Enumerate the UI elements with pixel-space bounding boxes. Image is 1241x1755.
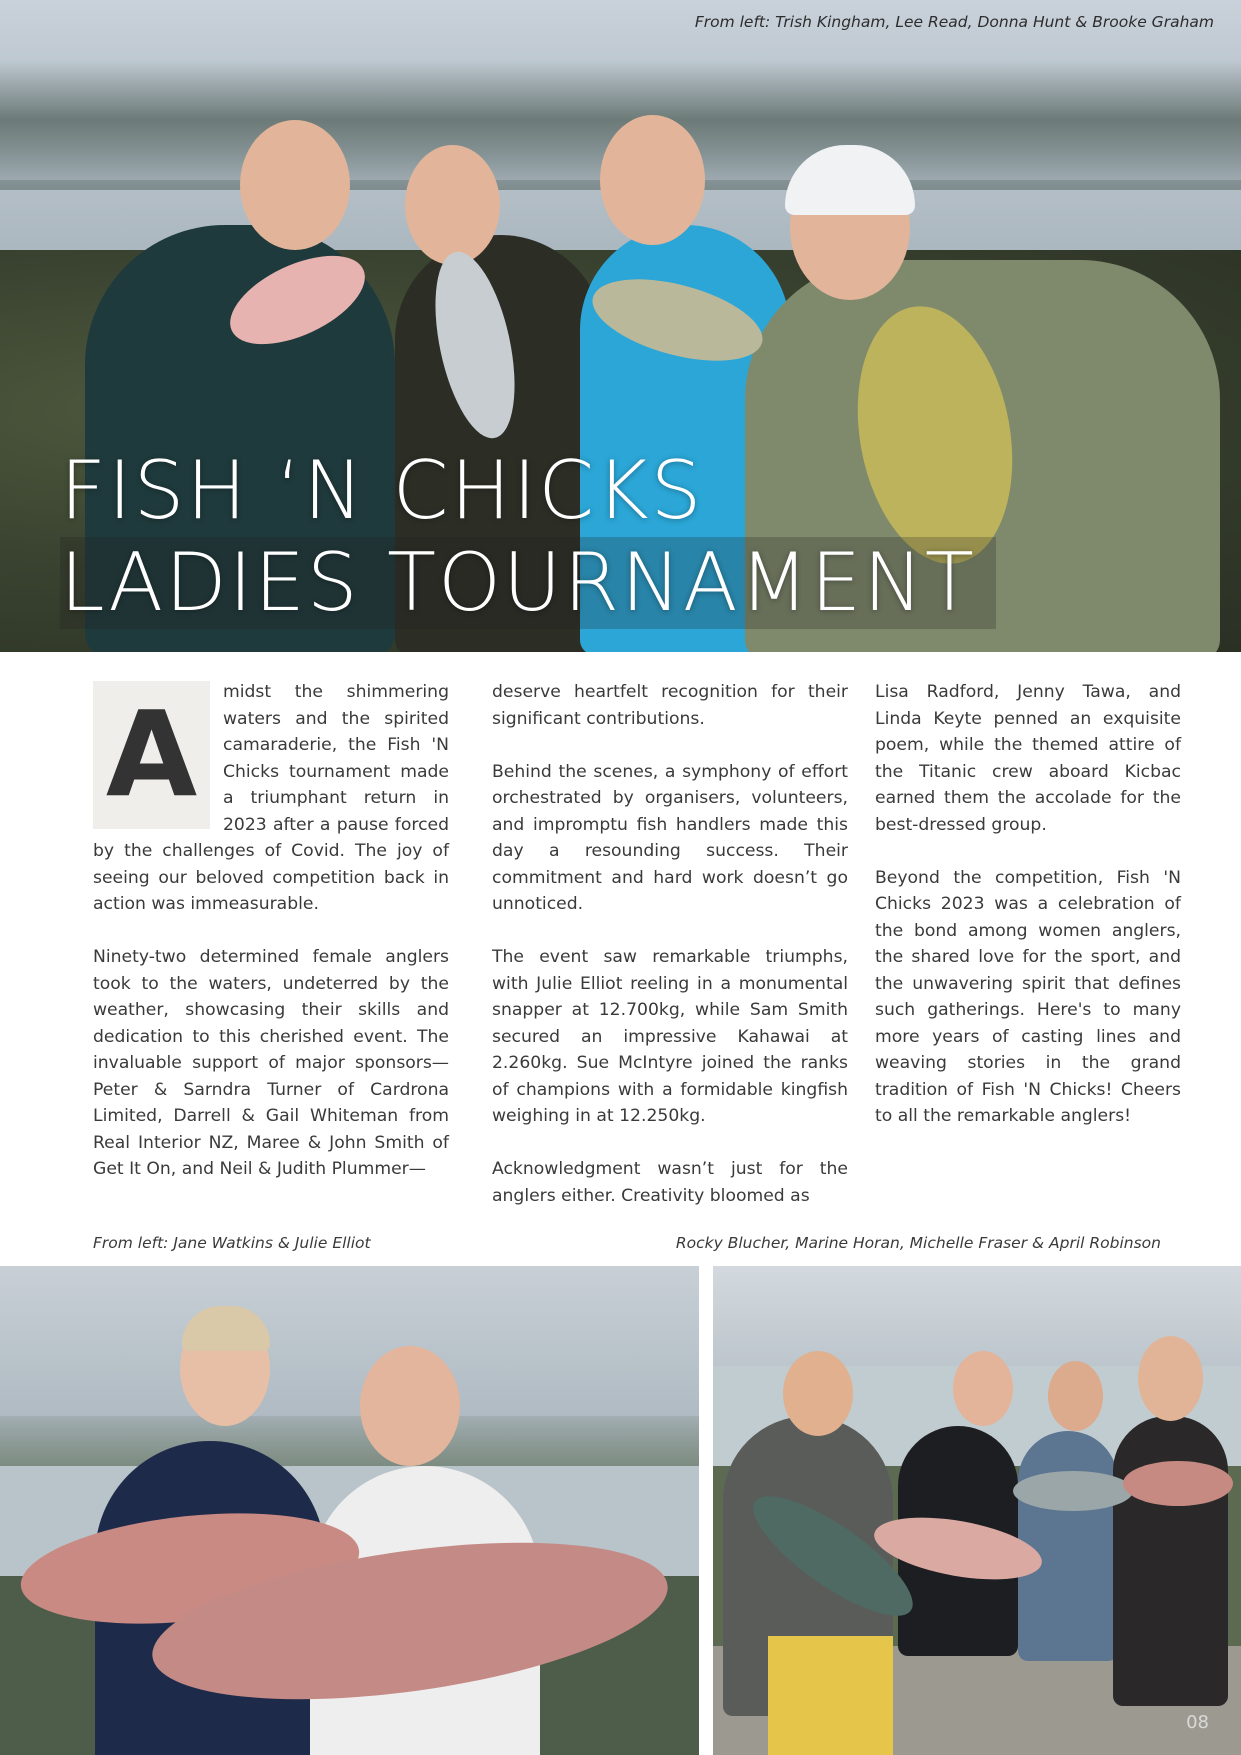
- article-column-3: [875, 679, 1181, 1156]
- paragraph: midst the shimmering waters and the spirited camaraderie, the Fish 'N Chicks tournament made a triumphant return in 2023 after a pause forced by the challenges of Covid. The joy of seeing our beloved competition back in action was immeasurable.: [93, 682, 449, 914]
- paragraph: Acknowledgment wasn’t just for the anglers either. Creativity bloomed as: [492, 1159, 848, 1206]
- title-line-2: LADIES TOURNAMENT: [60, 537, 996, 629]
- paragraph: Lisa Radford, Jenny Tawa, and Linda Keyte penned an exquisite poem, while the themed attire of the Titanic crew aboard Kicbac earned them the accolade for the best-dressed group.: [875, 682, 1181, 835]
- right-photo-person-3: [1018, 1431, 1118, 1661]
- right-photo-person-4-head: [1138, 1336, 1203, 1421]
- right-photo-fish-3: [1013, 1471, 1133, 1511]
- right-photo-person-1-head: [783, 1351, 853, 1436]
- title-line-1: FISH ‘N CHICKS: [60, 444, 704, 537]
- hero-caption: From left: Trish Kingham, Lee Read, Donna Hunt & Brooke Graham: [694, 13, 1214, 31]
- paragraph: Beyond the competition, Fish 'N Chicks 2023 was a celebration of the bond among women anglers, the shared love for the sport, and the unwavering spirit that defines such gatherings. Here's to many more years of casting lines and weaving stories in the grand tradition of Fish 'N Chicks! Cheers to all the remarkable anglers!: [875, 867, 1181, 1126]
- article-column-1: [93, 679, 449, 1209]
- hero-person-2-head: [405, 145, 500, 265]
- hero-photo: [0, 0, 1241, 652]
- paragraph: Behind the scenes, a symphony of effort orchestrated by organisers, volunteers, and impromptu fish handlers made this day a resounding success. Their commitment and hard work doesn’t go unnoticed.: [492, 761, 848, 914]
- article-column-2: [492, 679, 848, 1236]
- right-photo-person-2-head: [953, 1351, 1013, 1426]
- paragraph: Ninety-two determined female anglers took to the waters, undeterred by the weather, showcasing their skills and dedication to this cherished event. The invaluable support of major sponsors—Peter & Sarndra Turner of Cardrona Limited, Darrell & Gail Whiteman from Real Interior NZ, Maree & John Smith of Get It On, and Neil & Judith Plummer—: [93, 947, 449, 1179]
- hero-person-3-head: [600, 115, 705, 245]
- page-title: [60, 445, 996, 629]
- right-photo-fish-4: [1123, 1461, 1233, 1506]
- right-photo-cooler: [768, 1636, 893, 1755]
- page-number: 08: [1186, 1712, 1209, 1733]
- left-photo-caption: From left: Jane Watkins & Julie Elliot: [93, 1234, 371, 1252]
- right-photo: [713, 1266, 1241, 1755]
- right-photo-person-4: [1113, 1416, 1228, 1706]
- left-photo-person-2-head: [360, 1346, 460, 1466]
- paragraph: deserve heartfelt recognition for their significant contributions.: [492, 682, 848, 729]
- right-photo-person-3-head: [1048, 1361, 1103, 1431]
- paragraph: The event saw remarkable triumphs, with Julie Elliot reeling in a monumental snapper at 12.700kg, while Sam Smith secured an impressive Kahawai at 2.260kg. Sue McIntyre joined the ranks of champions with a formidable kingfish weighing in at 12.250kg.: [492, 947, 848, 1126]
- drop-cap-letter: A: [105, 685, 198, 823]
- right-photo-caption: Rocky Blucher, Marine Horan, Michelle Fraser & April Robinson: [675, 1234, 1161, 1252]
- hero-person-1-head: [240, 120, 350, 250]
- drop-cap: [93, 681, 210, 829]
- left-photo: [0, 1266, 699, 1755]
